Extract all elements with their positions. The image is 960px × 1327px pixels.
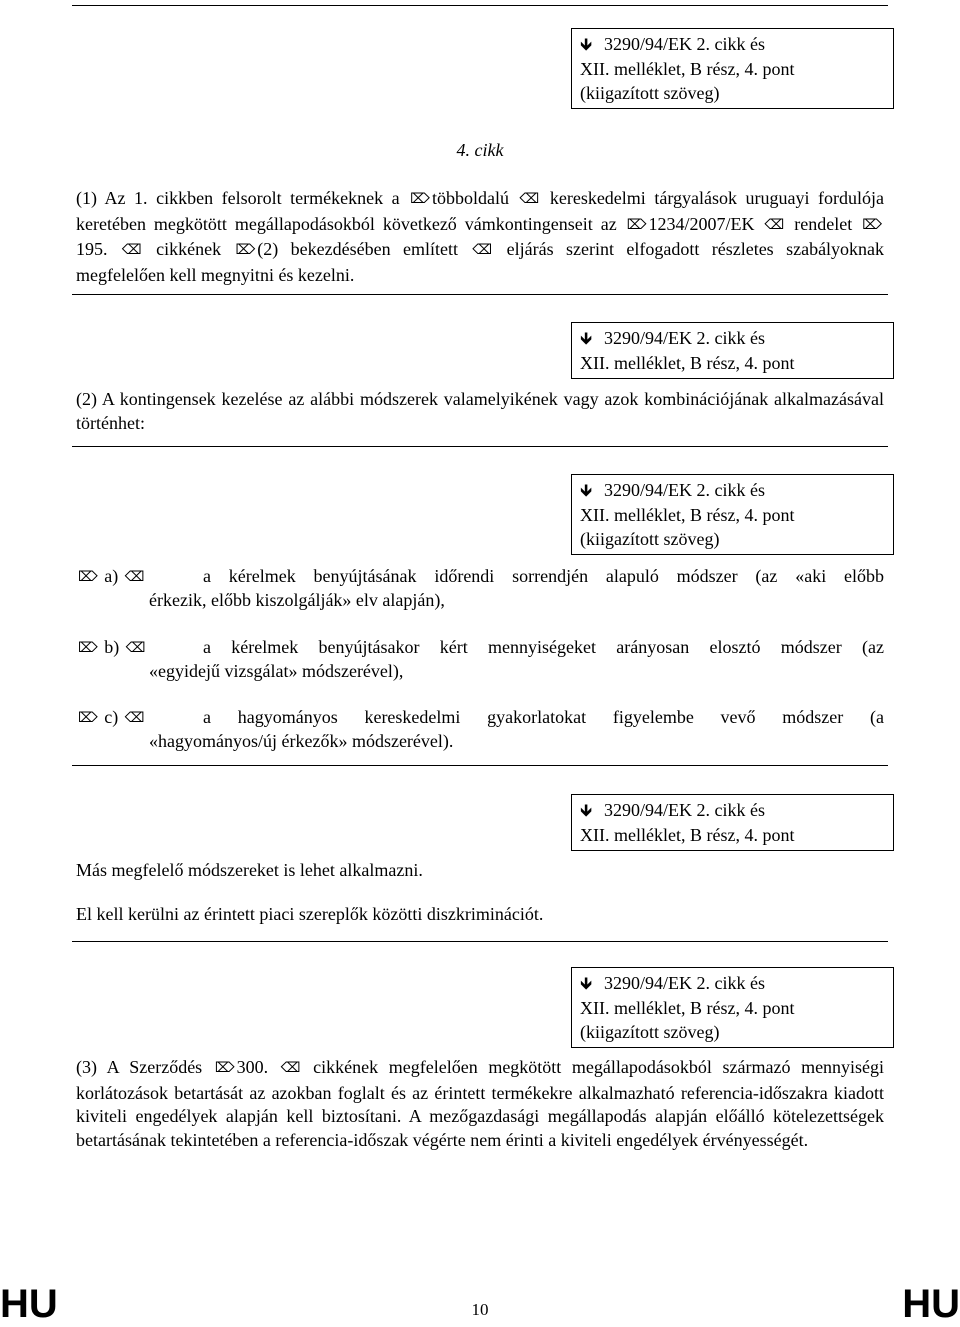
item-label: ⌦ c) ⌫ — [76, 706, 147, 732]
top-rule — [72, 5, 888, 6]
item-text: a kérelmek benyújtásának időrendi sorrendjén alapuló módszer (az «aki előbb érkezik, előbb kiszolgálják» elv alapján), — [149, 566, 884, 610]
insert-end-marker-icon: ⌫ — [764, 216, 785, 233]
insert-start-marker-icon: ⌦ — [410, 191, 430, 207]
separator-rule — [72, 765, 888, 766]
ref-line: XII. melléklet, B rész, 4. pont — [580, 998, 795, 1018]
footer-language-left: HU — [0, 1282, 58, 1326]
footer-language-right: HU — [902, 1282, 960, 1326]
list-item — [76, 636, 884, 683]
ref-line: XII. melléklet, B rész, 4. pont — [580, 353, 795, 373]
ref-line: 3290/94/EK 2. cikk és — [604, 800, 765, 820]
text: (1) Az 1. cikkben felsorolt termékeknek a — [76, 188, 400, 208]
down-arrow-icon: 🡻 — [580, 801, 593, 820]
reference-box — [571, 474, 894, 555]
ref-line: (kiigazított szöveg) — [580, 1022, 720, 1042]
list-item — [76, 565, 884, 612]
insert-end-marker-icon: ⌫ — [121, 242, 142, 258]
ref-line: XII. melléklet, B rész, 4. pont — [580, 825, 795, 845]
paragraph-4: El kell kerülni az érintett piaci szereplők közötti diszkriminációt. — [76, 904, 544, 924]
ref-line: 3290/94/EK 2. cikk és — [604, 480, 765, 500]
text: (2) bekezdésében említett — [257, 239, 458, 259]
down-arrow-icon: 🡻 — [580, 974, 593, 993]
item-label: ⌦ a) ⌫ — [76, 565, 147, 591]
text: eljárás szerint elfogadott részletes szabályoknak megfelelően kell megnyitni és kezelni. — [76, 239, 885, 285]
insert-start-marker-icon: ⌦ — [862, 216, 883, 233]
ref-line: (kiigazított szöveg) — [580, 529, 720, 549]
down-arrow-icon: 🡻 — [580, 481, 593, 500]
text: 195. — [76, 239, 108, 259]
paragraph-1 — [76, 187, 884, 287]
paragraph-2: (2) A kontingensek kezelése az alábbi módszerek valamelyikének vagy azok kombinációjának alkalmazásával történhet: — [76, 389, 884, 433]
item-label: ⌦ b) ⌫ — [76, 636, 148, 662]
ref-line: 3290/94/EK 2. cikk és — [604, 973, 765, 993]
insert-start-marker-icon: ⌦ — [235, 242, 256, 258]
reference-box — [571, 322, 894, 379]
paragraph-3: Más megfelelő módszereket is lehet alkalmazni. — [76, 860, 423, 880]
page-number: 10 — [471, 1300, 489, 1319]
text: cikkének megfelelően megkötött megállapodásokból származó mennyiségi korlátozások betartását az azokban foglalt és az érintett termékekre alkalmazható referencia-időszakra kiadott kiviteli engedélyek alapján kell biztosítani. A mezőgazdasági megállapodás alapján előálló kötelezettségek betartásának tekintetében a referencia-időszak végérte nem érinti a kiviteli engedélyek érvényességét. — [76, 1057, 885, 1150]
insert-start-marker-icon: ⌦ — [78, 569, 98, 585]
reference-box — [571, 28, 894, 109]
article-title: 4. cikk — [456, 140, 504, 160]
down-arrow-icon: 🡻 — [580, 35, 593, 54]
down-arrow-icon: 🡻 — [580, 329, 593, 348]
reference-box — [571, 967, 894, 1048]
ref-line: (kiigazított szöveg) — [580, 83, 720, 103]
item-text: a hagyományos kereskedelmi gyakorlatokat figyelembe vevő módszer (a «hagyományos/új érkezők» módszerével). — [149, 707, 884, 751]
ref-line: 3290/94/EK 2. cikk és — [604, 34, 765, 54]
insert-start-marker-icon: ⌦ — [78, 710, 98, 726]
insert-end-marker-icon: ⌫ — [519, 191, 540, 207]
item-text: a kérelmek benyújtásakor kért mennyiségeket arányosan elosztó módszer (az «egyidejű vizsgálat» módszerével), — [149, 637, 884, 681]
ref-line: XII. melléklet, B rész, 4. pont — [580, 505, 795, 525]
text: (3) A Szerződés — [76, 1057, 203, 1077]
text: többoldalú — [431, 188, 509, 208]
list-item — [76, 706, 884, 753]
text: kereskedelmi tárgyalások uruguayi fordulója keretében megkötött megállapodásokból következő vámkontingenseit az — [76, 188, 885, 234]
text: 1234/2007/EK — [648, 213, 755, 234]
text: rendelet — [794, 213, 853, 234]
insert-start-marker-icon: ⌦ — [626, 216, 647, 233]
separator-rule — [72, 941, 888, 942]
insert-end-marker-icon: ⌫ — [124, 710, 145, 726]
separator-rule — [72, 446, 888, 447]
separator-rule — [72, 294, 888, 295]
text: 300. — [236, 1057, 269, 1077]
insert-start-marker-icon: ⌦ — [214, 1060, 235, 1076]
insert-end-marker-icon: ⌫ — [472, 242, 493, 258]
insert-end-marker-icon: ⌫ — [125, 640, 146, 656]
insert-start-marker-icon: ⌦ — [78, 640, 98, 656]
ref-line: XII. melléklet, B rész, 4. pont — [580, 59, 795, 79]
reference-box — [571, 794, 894, 851]
insert-end-marker-icon: ⌫ — [124, 569, 145, 585]
text: cikkének — [156, 239, 222, 259]
paragraph-5 — [76, 1056, 884, 1152]
ref-line: 3290/94/EK 2. cikk és — [604, 328, 765, 348]
insert-end-marker-icon: ⌫ — [280, 1060, 301, 1076]
